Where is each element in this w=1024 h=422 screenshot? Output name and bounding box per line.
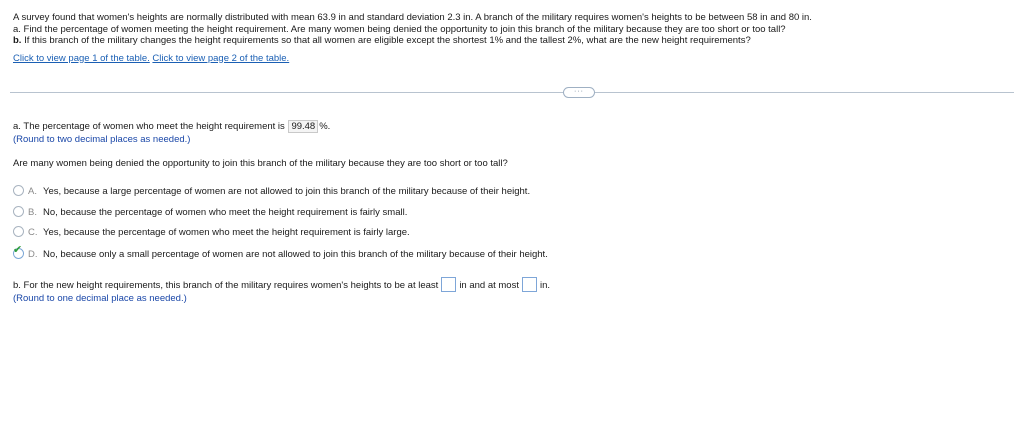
option-c[interactable]	[13, 226, 410, 239]
problem-line-2: a. Find the percentage of women meeting the height requirement. Are many women being denied the opportunity to join this branch of the military because they are too short or too tall?	[13, 23, 786, 35]
option-c-letter: C.	[28, 227, 38, 238]
table-page-1-link[interactable]: Click to view page 1 of the table.	[13, 52, 150, 64]
problem-line-3	[13, 35, 1013, 47]
option-a-text: Yes, because a large percentage of women are not allowed to join this branch of the military because of their height.	[43, 186, 531, 197]
problem-statement	[13, 12, 1013, 64]
part-b-prefix: b.	[13, 35, 22, 46]
option-b-radio[interactable]	[13, 206, 24, 217]
option-a-radio[interactable]	[13, 185, 24, 196]
section-divider	[10, 92, 1014, 93]
problem-line-3-text: If this branch of the military changes the height requirements so that all women are eligible except the shortest 1% and the tallest 2%, what are the new height requirements?	[24, 35, 751, 46]
table-page-2-link[interactable]: Click to view page 2 of the table.	[152, 52, 290, 64]
part-b-rounding-note: (Round to one decimal place as needed.)	[13, 293, 187, 304]
part-a-text-after: %.	[319, 121, 331, 132]
option-a-letter: A.	[28, 186, 37, 197]
table-links	[13, 53, 1013, 65]
max-height-input[interactable]	[522, 277, 537, 292]
problem-line-1: A survey found that women's heights are normally distributed with mean 63.9 in and standard deviation 2.3 in. A branch of the military requires women's heights to be between 58 in and 80 in.	[13, 12, 812, 23]
part-a-answer-row	[13, 120, 330, 133]
part-b-answer-row	[13, 277, 550, 292]
option-d[interactable]	[13, 244, 548, 261]
option-c-text: Yes, because the percentage of women who meet the height requirement is fairly large.	[43, 227, 410, 238]
correct-check-icon: ✔	[13, 244, 23, 256]
part-a-text-before: a. The percentage of women who meet the height requirement is	[13, 121, 285, 132]
part-b-text-middle: in and at most	[459, 280, 519, 291]
option-a[interactable]	[13, 185, 530, 198]
part-b-text-after: in.	[539, 280, 551, 291]
expand-more-button[interactable]: ···	[563, 87, 595, 98]
part-a-question: Are many women being denied the opportunity to join this branch of the military because they are too short or too tall?	[13, 158, 508, 169]
option-d-text: No, because only a small percentage of women are not allowed to join this branch of the military because of their height.	[43, 249, 548, 260]
option-d-radio[interactable]	[13, 244, 24, 259]
option-c-radio[interactable]	[13, 226, 24, 237]
part-a-rounding-note: (Round to two decimal places as needed.)	[13, 134, 191, 145]
option-b[interactable]	[13, 206, 407, 219]
min-height-input[interactable]	[441, 277, 456, 292]
option-b-letter: B.	[28, 207, 37, 218]
option-b-text: No, because the percentage of women who meet the height requirement is fairly small.	[43, 207, 408, 218]
part-b-text-before: b. For the new height requirements, this branch of the military requires women's heights to be at least	[13, 280, 439, 291]
part-a-percentage-answer[interactable]: 99.48	[288, 120, 318, 133]
option-d-letter: D.	[28, 249, 38, 260]
